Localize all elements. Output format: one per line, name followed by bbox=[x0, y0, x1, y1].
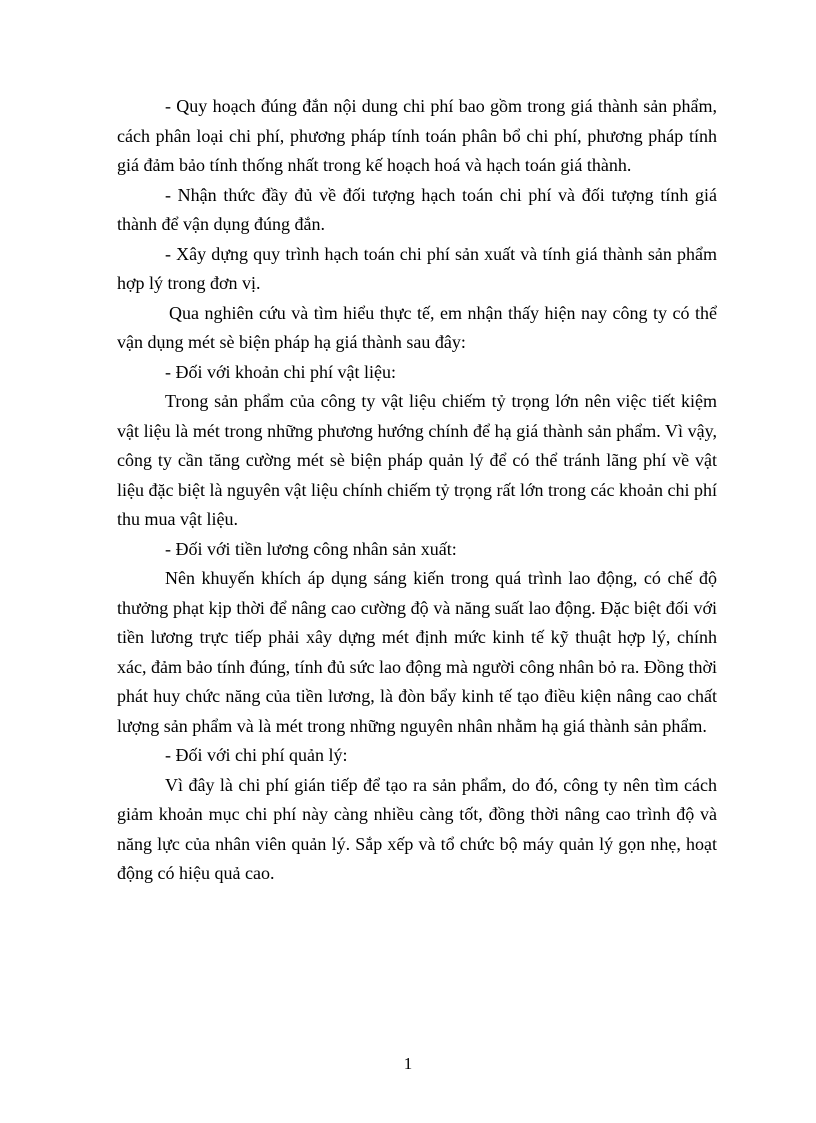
document-body bbox=[117, 92, 717, 889]
paragraph-labor-wages: Nên khuyến khích áp dụng sáng kiến trong quá trình lao động, có chế độ thưởng phạt kịp thời để nâng cao cường độ và năng suất lao động. Đặc biệt đối với tiền lương trực tiếp phải xây dựng mét định mức kinh tế kỹ thuật hợp lý, chính xác, đảm bảo tính đúng, tính đủ sức lao động mà người công nhân bỏ ra. Đồng thời phát huy chức năng của tiền lương, là đòn bẩy kinh tế tạo điều kiện nâng cao chất lượng sản phẩm và là mét trong những nguyên nhân nhằm hạ giá thành sản phẩm. bbox=[117, 568, 717, 736]
paragraph-costing-process: - Xây dựng quy trình hạch toán chi phí sản xuất và tính giá thành sản phẩm hợp lý trong đơn vị. bbox=[117, 243, 717, 293]
heading-labor-wages: - Đối với tiền lương công nhân sản xuất: bbox=[165, 538, 457, 559]
paragraph-material-costs: Trong sản phẩm của công ty vật liệu chiếm tỷ trọng lớn nên việc tiết kiệm vật liệu là mét trong những phương hướng chính để hạ giá thành sản phẩm. Vì vậy, công ty cần tăng cường mét sè biện pháp quản lý để có thể tránh lãng phí về vật liệu đặc biệt là nguyên vật liệu chính chiếm tỷ trọng rất lớn trong các khoản chi phí thu mua vật liệu. bbox=[117, 391, 717, 529]
page-number: 1 bbox=[403, 1054, 413, 1073]
heading-material-costs: - Đối với khoản chi phí vật liệu: bbox=[165, 361, 396, 382]
heading-management-costs: - Đối với chi phí quản lý: bbox=[165, 745, 348, 765]
paragraph-planning-costs: - Quy hoạch đúng đắn nội dung chi phí bao gồm trong giá thành sản phẩm, cách phân loại chi phí, phương pháp tính toán phân bổ chi phí, phương pháp tính giá đảm bảo tính thống nhất trong kế hoạch hoá và hạch toán giá thành. bbox=[117, 96, 717, 175]
paragraph-management-costs: Vì đây là chi phí gián tiếp để tạo ra sản phẩm, do đó, công ty nên tìm cách giảm khoản mục chi phí này càng nhiều càng tốt, đồng thời nâng cao trình độ và năng lực của nhân viên quản lý. Sắp xếp và tổ chức bộ máy quản lý gọn nhẹ, hoạt động có hiệu quả cao. bbox=[117, 774, 717, 883]
paragraph-research-intro: Qua nghiên cứu và tìm hiểu thực tế, em nhận thấy hiện nay công ty có thể vận dụng mét sè biện pháp hạ giá thành sau đây: bbox=[117, 302, 717, 352]
paragraph-cost-objects: - Nhận thức đầy đủ về đối tượng hạch toán chi phí và đối tượng tính giá thành để vận dụng đúng đắn. bbox=[117, 184, 717, 234]
